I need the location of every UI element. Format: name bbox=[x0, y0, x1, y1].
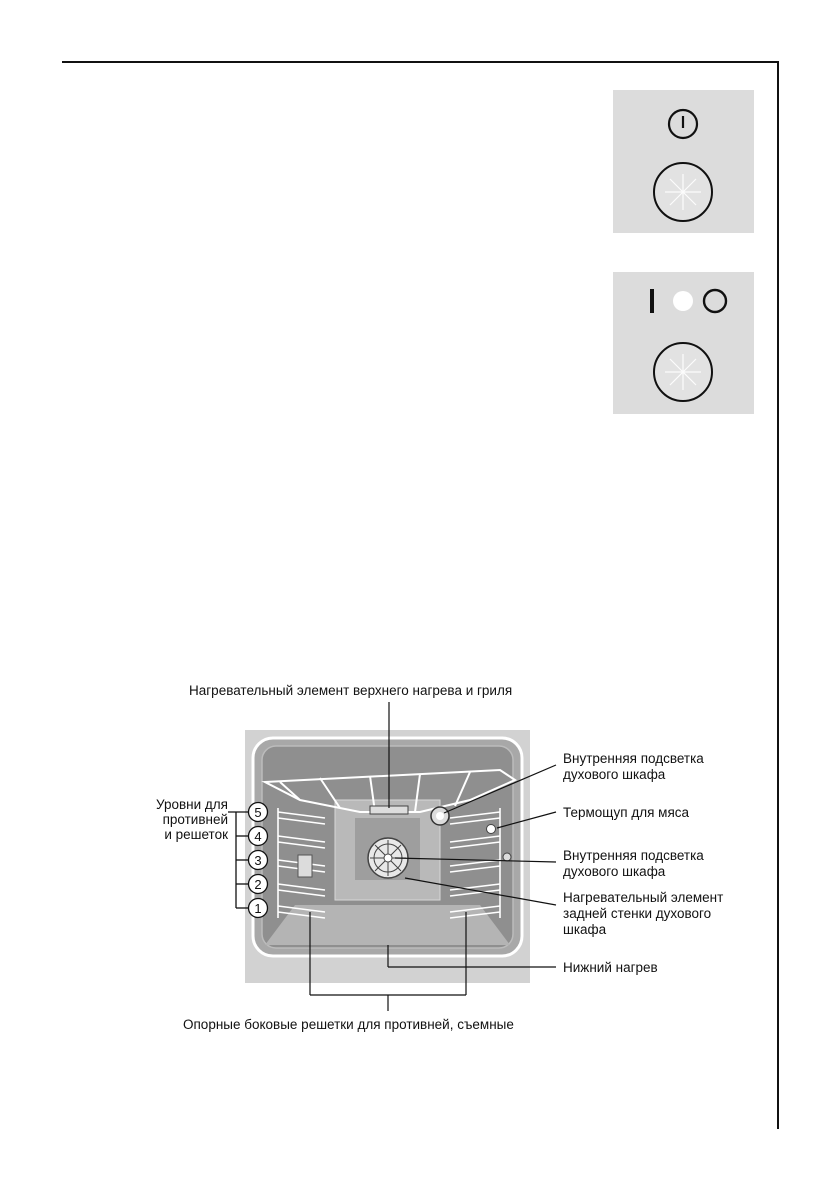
levels-label-line2: противней bbox=[162, 812, 228, 827]
bottom-heater-label: Нижний нагрев bbox=[563, 960, 658, 975]
oven-lamp-icon bbox=[431, 807, 449, 825]
top-light-label-line2: духового шкафа bbox=[563, 767, 666, 782]
rear-heater-label-line3: шкафа bbox=[563, 922, 607, 937]
back-light-label-line2: духового шкафа bbox=[563, 864, 666, 879]
meat-probe-label: Термощуп для мяса bbox=[563, 805, 690, 820]
side-plug-icon bbox=[503, 853, 511, 861]
levels-label-line3: и решеток bbox=[164, 827, 228, 842]
level-number: 1 bbox=[254, 901, 262, 916]
level-number: 5 bbox=[254, 805, 262, 820]
levels-label-line1: Уровни для bbox=[156, 797, 228, 812]
side-racks-label: Опорные боковые решетки для противней, съемные bbox=[183, 1017, 514, 1032]
top-heater-label: Нагревательный элемент верхнего нагрева и гриля bbox=[189, 683, 513, 698]
back-light-label-line1: Внутренняя подсветка bbox=[563, 848, 704, 863]
rear-heater-label-line1: Нагревательный элемент bbox=[563, 890, 724, 905]
rear-heater-label-line2: задней стенки духового bbox=[563, 906, 712, 921]
left-rack-clip bbox=[298, 855, 312, 877]
top-light-label-line1: Внутренняя подсветка bbox=[563, 751, 704, 766]
oven-floor bbox=[265, 905, 510, 945]
level-number: 4 bbox=[254, 829, 262, 844]
meat-probe-socket-icon bbox=[487, 825, 496, 834]
level-number: 3 bbox=[254, 853, 262, 868]
level-number: 2 bbox=[254, 877, 262, 892]
